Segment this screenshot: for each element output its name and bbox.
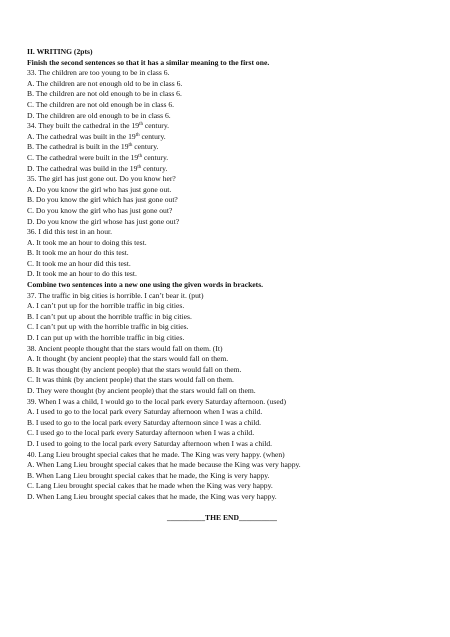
worksheet-page <box>27 47 427 524</box>
answer-option: D. Do you know the girl whose has just gone out? <box>27 216 180 226</box>
question-34 <box>27 121 427 174</box>
question-stem: 35. The girl has just gone out. Do you know her? <box>27 174 176 184</box>
answer-option: A. The children are not enough old to be in class 6. <box>27 78 183 88</box>
question-36 <box>27 227 427 280</box>
question-stem: 38. Ancient people thought that the stars would fall on them. (It) <box>27 343 223 353</box>
question-stem: 40. Lang Lieu brought special cakes that he made. The King was very happy. (when) <box>27 449 285 459</box>
answer-option: B. The children are not old enough to be in class 6. <box>27 89 182 99</box>
answer-option: B. Do you know the girl which has just gone out? <box>27 195 178 205</box>
question-stem: 39. When I was a child, I would go to the local park every Saturday afternoon. (used) <box>27 396 287 406</box>
answer-option: B. When Lang Lieu brought special cakes that he made, the King is very happy. <box>27 470 270 480</box>
answer-option: C. Lang Lieu brought special cakes that he made when the King was very happy. <box>27 481 273 491</box>
question-stem: 36. I did this test in an hour. <box>27 227 113 237</box>
answer-option: B. I used to go to the local park every Saturday afternoon since I was a child. <box>27 417 262 427</box>
answer-option: B. I can’t put up about the horrible traffic in big cities. <box>27 311 192 321</box>
answer-option: C. I can’t put up with the horrible traffic in big cities. <box>27 322 189 332</box>
answer-option: A. It took me an hour to doing this test. <box>27 237 147 247</box>
answer-option: A. It thought (by ancient people) that the stars would fall on them. <box>27 354 229 364</box>
answer-option: C. It took me an hour did this test. <box>27 258 131 268</box>
answer-option: B. It was thought (by ancient people) that the stars would fall on them. <box>27 364 242 374</box>
question-39 <box>27 397 427 450</box>
question-35 <box>27 174 427 227</box>
answer-option: D. When Lang Lieu brought special cakes that he made, the King was very happy. <box>27 491 277 501</box>
answer-option: B. The cathedral is built in the 19th century. <box>27 142 159 152</box>
question-stem: 33. The children are too young to be in class 6. <box>27 68 170 78</box>
answer-option: C. Do you know the girl who has just gone out? <box>27 205 173 215</box>
answer-option: D. The cathedral was build in the 19th century. <box>27 163 168 173</box>
question-40 <box>27 450 427 503</box>
answer-option: D. They were thought (by ancient people) that the stars would fall on them. <box>27 386 256 395</box>
answer-option: A. The cathedral was built in the 19th century. <box>27 131 166 141</box>
the-end-footer: __________THE END__________ <box>167 513 277 523</box>
question-37 <box>27 291 427 344</box>
answer-option: D. I can put up with the horrible traffic in big cities. <box>27 333 185 343</box>
instruction-1: Finish the second sentences so that it has a similar meaning to the first one. <box>27 57 270 67</box>
question-33 <box>27 68 427 121</box>
answer-option: C. I used go to the local park every Saturday afternoon when I was a child. <box>27 428 255 438</box>
answer-option: B. It took me an hour do this test. <box>27 248 129 258</box>
answer-option: D. It took me an hour to do this test. <box>27 269 137 279</box>
answer-option: C. The cathedral were built in the 19th century. <box>27 152 169 162</box>
question-stem: 37. The traffic in big cities is horrible. I can’t bear it. (put) <box>27 290 204 300</box>
answer-option: A. Do you know the girl who has just gone out. <box>27 184 172 194</box>
answer-option: D. The children are old enough to be in class 6. <box>27 110 171 120</box>
instruction-2: Combine two sentences into a new one using the given words in brackets. <box>27 280 264 290</box>
answer-option: A. When Lang Lieu brought special cakes that he made because the King was very happy. <box>27 460 301 470</box>
answer-option: C. It was think (by ancient people) that the stars would fall on them. <box>27 375 234 385</box>
answer-option: A. I used to go to the local park every Saturday afternoon when I was a child. <box>27 407 263 417</box>
section-title: II. WRITING (2pts) <box>27 47 93 56</box>
answer-option: A. I can’t put up for the horrible traffic in big cities. <box>27 301 185 311</box>
question-38 <box>27 344 427 397</box>
answer-option: C. The children are not old enough be in class 6. <box>27 99 175 109</box>
answer-option: D. I used to going to the local park every Saturday afternoon when I was a child. <box>27 438 273 448</box>
question-stem: 34. They built the cathedral in the 19th century. <box>27 121 170 131</box>
